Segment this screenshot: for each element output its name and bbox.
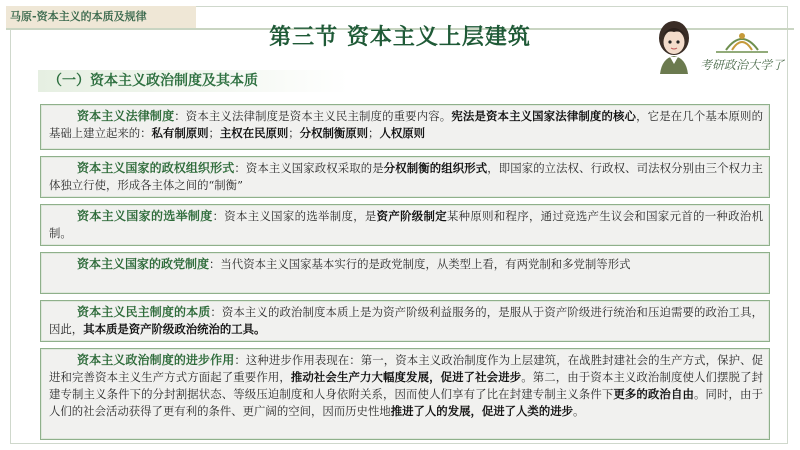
card-text: ：资本主义国家的选举制度，是 <box>212 209 377 223</box>
logo-text: 考研政治大学了 <box>700 58 785 72</box>
card-emphasis: 宪法是资本主义国家法律制度的核心 <box>451 109 637 123</box>
card-legal-system <box>40 104 770 150</box>
page-title: 第三节 资本主义上层建筑 <box>269 25 531 50</box>
card-emphasis: 人权原则 <box>379 126 426 140</box>
card-text: ：这种进步作用表现在：第一，资本主义政治制度作为上层建筑，在战胜封建社会的生产方式，保护、促进和完善资本主义生产方式方面起了重要作用， <box>49 353 763 384</box>
card-emphasis: 主权在民原则 <box>219 126 289 140</box>
card-text: ：当代资本主义国家基本实行的是政党制度，从类型上看，有两党制和多党制等形式 <box>209 257 631 271</box>
card-text: ； <box>208 126 220 140</box>
card-heading: 资本主义国家的政权组织形式 <box>77 161 235 175</box>
card-party-system <box>40 252 770 294</box>
avatar <box>654 18 694 74</box>
card-text: ：资本主义国家政权采取的是 <box>234 161 384 175</box>
card-democracy-essence <box>40 300 770 342</box>
card-heading: 资本主义国家的选举制度 <box>77 209 213 223</box>
card-emphasis: 私有制原则 <box>151 126 209 140</box>
card-emphasis: 资产阶级制定 <box>376 209 447 223</box>
card-text: ； <box>368 126 380 140</box>
card-heading: 资本主义政治制度的进步作用 <box>77 353 235 367</box>
card-regime-organization <box>40 156 770 198</box>
card-text: ：资本主义的政治制度本质上是为资产阶级利益服务的，是服从于资产阶级进行统治和压迫需要的政治工具，因此， <box>49 305 763 336</box>
card-text: ，它是在几个基本原则的基础上建立起来的： <box>49 109 763 140</box>
card-text: ，即国家的立法权、行政权、司法权分别由三个权力主体独立行使，形成各主体之间的“制衡” <box>49 161 763 192</box>
card-emphasis: 其本质是资产阶级政治统治的工具。 <box>83 322 266 336</box>
card-emphasis: 更多的政治自由 <box>613 387 694 401</box>
card-text: ； <box>288 126 300 140</box>
card-emphasis: 分权制衡的组织形式 <box>383 161 488 175</box>
card-text: ：资本主义法律制度是资本主义民主制度的重要内容。 <box>174 109 452 123</box>
breadcrumb: 马原-资本主义的本质及规律 <box>6 6 196 28</box>
section-heading: （一）资本主义政治制度及其本质 <box>38 70 348 92</box>
card-text: 。同时，由于人们的社会活动获得了更有利的条件、更广阔的空间，因而历史性地 <box>49 387 763 418</box>
card-heading: 资本主义法律制度 <box>77 109 175 123</box>
card-emphasis: 推进了人的发展，促进了人类的进步 <box>390 404 573 418</box>
card-text: 某种原则和程序，通过竞选产生议会和国家元首的一种政治机制。 <box>49 209 763 240</box>
card-text: 。第二，由于资本主义政治制度使人们摆脱了封建专制主义条件下的分封割据状态、等级压迫制度和人身依附关系，因而使人们享有了比在封建专制主义条件下 <box>49 370 763 401</box>
card-heading: 资本主义国家的政党制度 <box>77 257 210 271</box>
card-emphasis: 推动社会生产力大幅度发展，促进了社会进步 <box>290 370 522 384</box>
card-heading: 资本主义民主制度的本质 <box>77 305 211 319</box>
card-emphasis: 分权制衡原则 <box>299 126 369 140</box>
card-progressive-role <box>40 348 770 440</box>
card-text: 。 <box>573 404 585 418</box>
card-election-system <box>40 204 770 246</box>
